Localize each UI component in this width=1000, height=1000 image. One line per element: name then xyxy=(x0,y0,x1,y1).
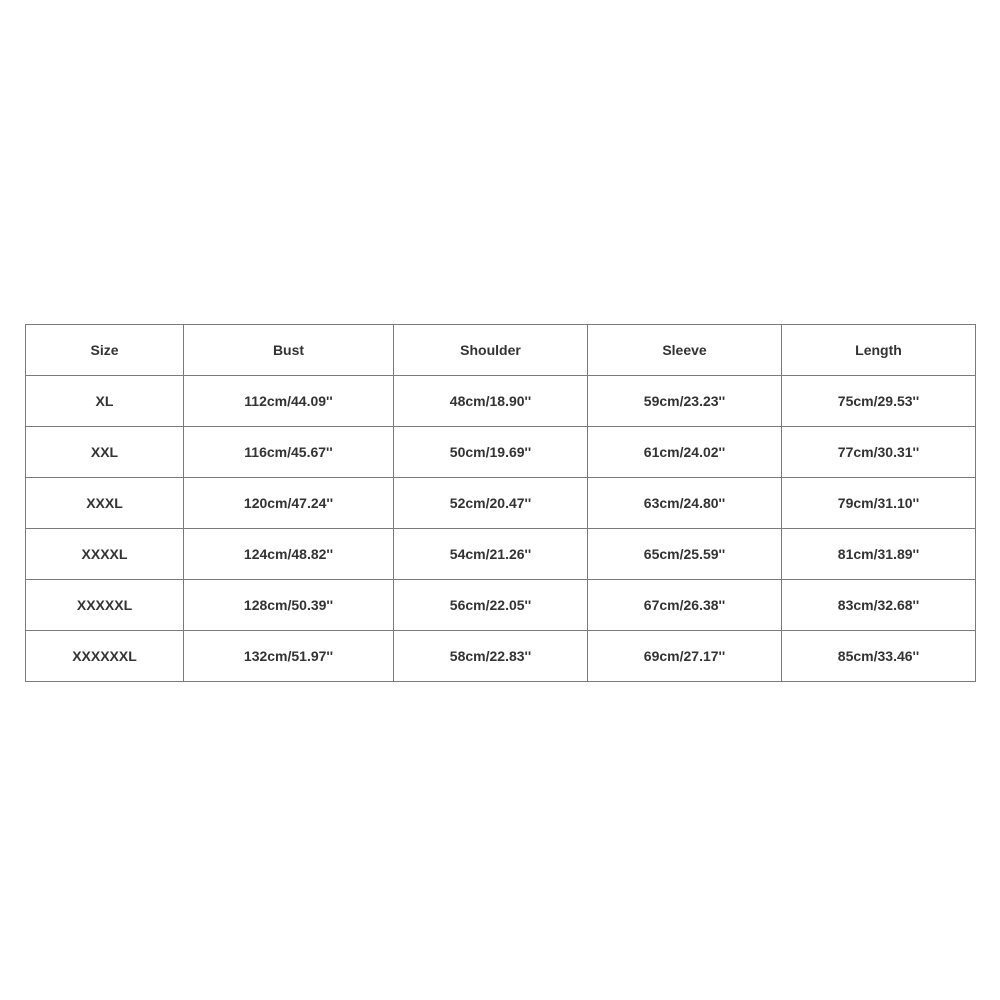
table-row xyxy=(26,478,976,529)
cell-length: 79cm/31.10'' xyxy=(782,478,976,529)
cell-sleeve: 59cm/23.23'' xyxy=(588,376,782,427)
cell-length: 85cm/33.46'' xyxy=(782,631,976,682)
cell-shoulder: 58cm/22.83'' xyxy=(394,631,588,682)
cell-sleeve: 65cm/25.59'' xyxy=(588,529,782,580)
cell-length: 77cm/30.31'' xyxy=(782,427,976,478)
header-length: Length xyxy=(782,325,976,376)
table-row xyxy=(26,631,976,682)
cell-size: XXXL xyxy=(26,478,184,529)
cell-bust: 128cm/50.39'' xyxy=(184,580,394,631)
table-header-row xyxy=(26,325,976,376)
cell-bust: 116cm/45.67'' xyxy=(184,427,394,478)
cell-length: 75cm/29.53'' xyxy=(782,376,976,427)
cell-sleeve: 67cm/26.38'' xyxy=(588,580,782,631)
cell-sleeve: 69cm/27.17'' xyxy=(588,631,782,682)
cell-bust: 112cm/44.09'' xyxy=(184,376,394,427)
cell-shoulder: 56cm/22.05'' xyxy=(394,580,588,631)
header-shoulder: Shoulder xyxy=(394,325,588,376)
cell-bust: 124cm/48.82'' xyxy=(184,529,394,580)
cell-shoulder: 52cm/20.47'' xyxy=(394,478,588,529)
header-bust: Bust xyxy=(184,325,394,376)
cell-sleeve: 63cm/24.80'' xyxy=(588,478,782,529)
cell-size: XXXXXXL xyxy=(26,631,184,682)
table-row xyxy=(26,427,976,478)
cell-shoulder: 50cm/19.69'' xyxy=(394,427,588,478)
header-size: Size xyxy=(26,325,184,376)
table-row xyxy=(26,580,976,631)
table-row xyxy=(26,529,976,580)
cell-size: XXL xyxy=(26,427,184,478)
cell-size: XL xyxy=(26,376,184,427)
cell-length: 81cm/31.89'' xyxy=(782,529,976,580)
table-row xyxy=(26,376,976,427)
cell-size: XXXXXL xyxy=(26,580,184,631)
cell-size: XXXXL xyxy=(26,529,184,580)
header-sleeve: Sleeve xyxy=(588,325,782,376)
cell-shoulder: 54cm/21.26'' xyxy=(394,529,588,580)
cell-shoulder: 48cm/18.90'' xyxy=(394,376,588,427)
cell-bust: 132cm/51.97'' xyxy=(184,631,394,682)
cell-sleeve: 61cm/24.02'' xyxy=(588,427,782,478)
cell-length: 83cm/32.68'' xyxy=(782,580,976,631)
size-chart-table xyxy=(25,324,976,682)
cell-bust: 120cm/47.24'' xyxy=(184,478,394,529)
